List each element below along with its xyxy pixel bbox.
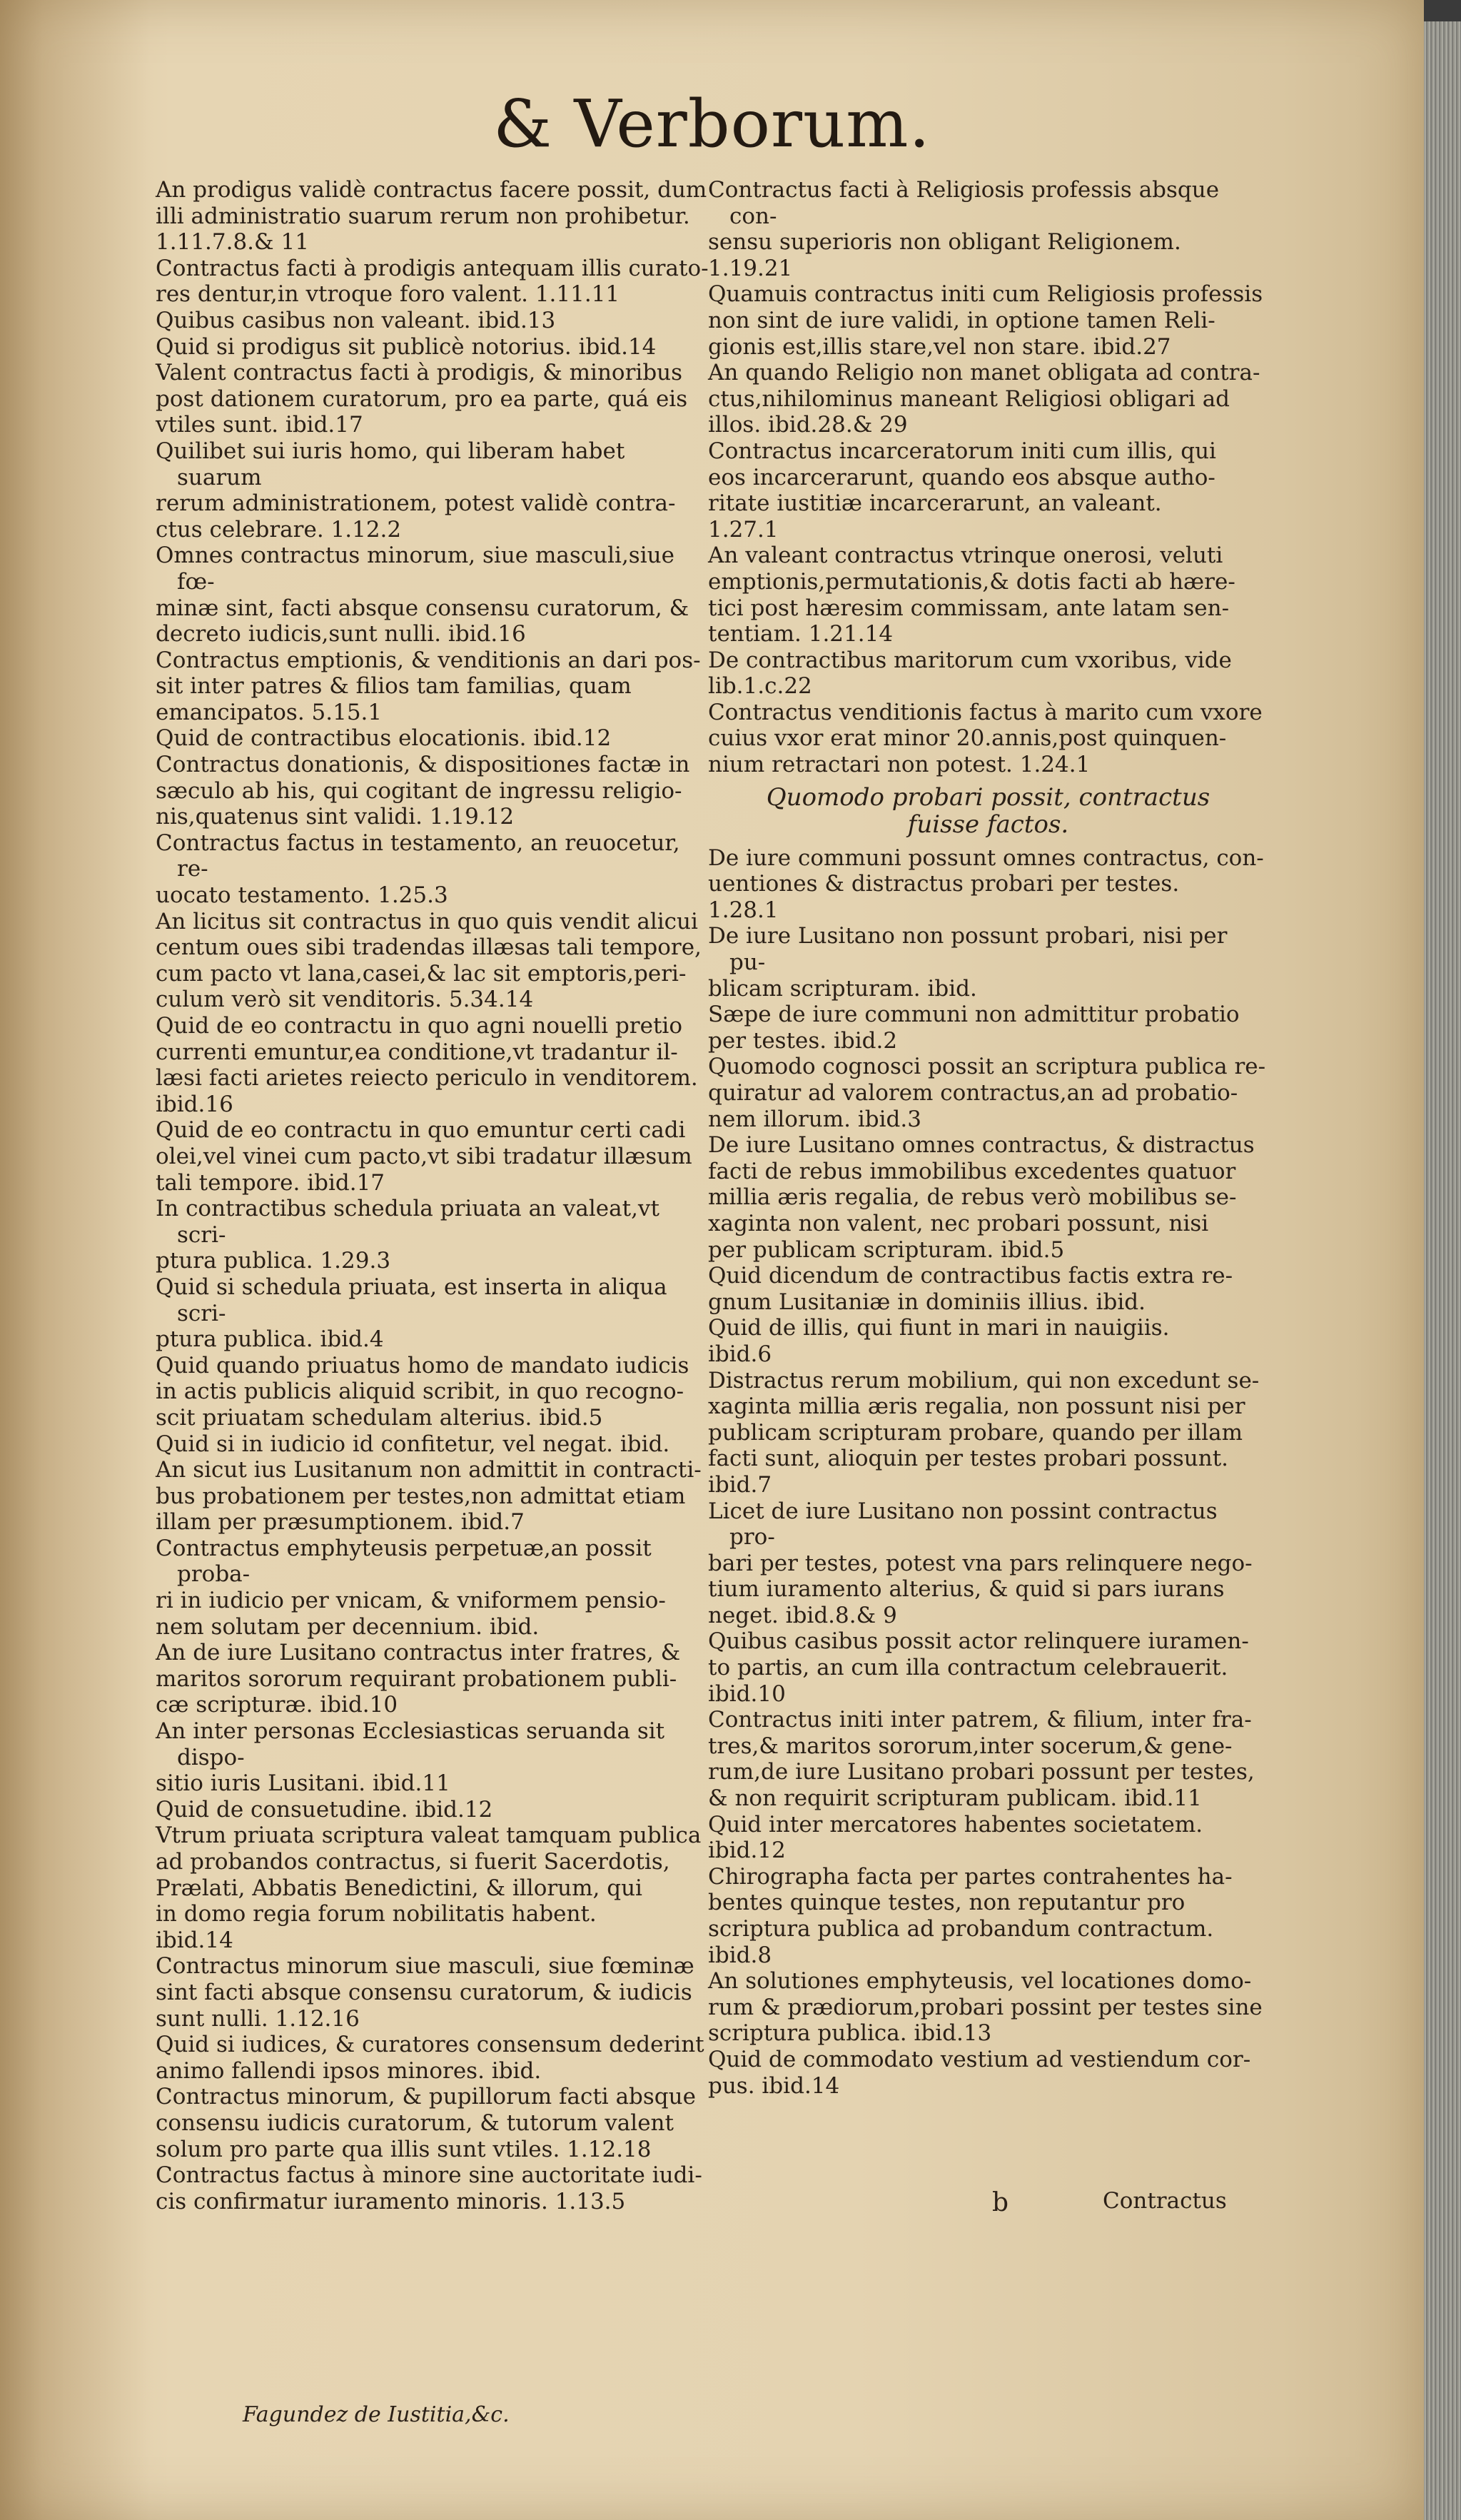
index-entry-line: nis,quatenus sint validi. 1.19.12 bbox=[156, 804, 515, 830]
index-entry-line: illos. ibid.28.& 29 bbox=[708, 412, 908, 438]
section-heading-line: Quomodo probari possit, contractus bbox=[766, 782, 1210, 812]
index-entry-line: non sint de iure validi, in optione tamen Reli- bbox=[708, 307, 1215, 333]
index-entry-line: ptura publica. ibid.4 bbox=[156, 1326, 384, 1353]
index-entry-line: uentiones & distractus probari per testes. bbox=[708, 871, 1180, 897]
index-entry-line: Licet de iure Lusitano non possint contractus pro- bbox=[708, 1498, 1218, 1551]
right-column-entries-a bbox=[708, 177, 1268, 778]
index-entry-line: xaginta non valent, nec probari possunt, nisi bbox=[708, 1210, 1209, 1236]
index-entry-line: 1.28.1 bbox=[708, 897, 779, 923]
index-entry-line: scit priuatam schedulam alterius. ibid.5 bbox=[156, 1404, 603, 1431]
index-entry-line: Quid si in iudicio id confitetur, vel negat. ibid. bbox=[156, 1431, 670, 1457]
index-entry-line: res dentur,in vtroque foro valent. 1.11.11 bbox=[156, 281, 620, 308]
index-entry-line: 1.27.1 bbox=[708, 516, 779, 543]
index-entry-line: quiratur ad valorem contractus,an ad probatio- bbox=[708, 1080, 1238, 1106]
index-entry-line: Quomodo cognosci possit an scriptura publica re- bbox=[708, 1054, 1266, 1080]
index-entry-line: Quid quando priuatus homo de mandato iudicis bbox=[156, 1352, 689, 1379]
index-entry-line: bus probationem per testes,non admittat etiam bbox=[156, 1483, 686, 1509]
index-entry bbox=[708, 1054, 1268, 1132]
index-entry bbox=[708, 1263, 1268, 1315]
index-entry-line: bentes quinque testes, non reputantur pro bbox=[708, 1890, 1186, 1916]
index-entry-line: De contractibus maritorum cum vxoribus, vide bbox=[708, 647, 1232, 673]
index-entry bbox=[156, 1117, 712, 1196]
index-entry-line: ctus,nihilominus maneant Religiosi obligari ad bbox=[708, 385, 1230, 412]
index-entry-line: post dationem curatorum, pro ea parte, quá eis bbox=[156, 385, 688, 412]
index-entry-line: animo fallendi ipsos minores. ibid. bbox=[156, 2057, 542, 2084]
index-entry-line: sunt nulli. 1.12.16 bbox=[156, 2005, 360, 2032]
index-entry bbox=[156, 2084, 712, 2162]
index-entry bbox=[156, 647, 712, 726]
index-entry-line: ibid.12 bbox=[708, 1838, 786, 1864]
index-entry bbox=[156, 308, 712, 334]
index-entry-line: Quid si iudices, & curatores consensum dederint bbox=[156, 2032, 704, 2058]
index-entry-line: Contractus emptionis, & venditionis an dari pos- bbox=[156, 647, 701, 673]
index-entry-line: nium retractari non potest. 1.24.1 bbox=[708, 752, 1091, 778]
index-entry-line: illi administratio suarum rerum non prohibetur. bbox=[156, 203, 690, 229]
index-entry-line: sensu superioris non obligant Religionem. bbox=[708, 229, 1181, 256]
index-entry-line: rum,de iure Lusitano probari possunt per testes, bbox=[708, 1759, 1255, 1785]
signature-mark: b bbox=[992, 2188, 1009, 2217]
section-heading bbox=[708, 784, 1268, 838]
index-entry bbox=[708, 177, 1268, 281]
index-entry bbox=[708, 360, 1268, 438]
index-entry-line: ri in iudicio per vnicam, & vniformem pensio- bbox=[156, 1588, 666, 1614]
index-entry bbox=[708, 1812, 1268, 1864]
index-entry-line: cis confirmatur iuramento minoris. 1.13.5 bbox=[156, 2188, 626, 2214]
index-entry bbox=[156, 1431, 712, 1458]
index-entry-line: centum oues sibi tradendas illæsas tali tempore, bbox=[156, 934, 702, 961]
index-entry-line: Quid de eo contractu in quo emuntur certi cadi bbox=[156, 1117, 686, 1144]
index-entry bbox=[156, 1536, 712, 1640]
index-entry-line: xaginta millia æris regalia, non possunt nisi per bbox=[708, 1393, 1245, 1420]
index-entry-line: Prælati, Abbatis Benedictini, & illorum, qui bbox=[156, 1875, 642, 1901]
index-entry-line: in actis publicis aliquid scribit, in quo recogno- bbox=[156, 1379, 684, 1405]
index-entry bbox=[156, 1953, 712, 2032]
index-entry bbox=[156, 1640, 712, 1718]
index-entry-line: Quid si prodigus sit publicè notorius. ibid.14 bbox=[156, 333, 657, 360]
index-entry-line: per publicam scripturam. ibid.5 bbox=[708, 1236, 1065, 1263]
index-entry-line: gionis est,illis stare,vel non stare. ibid.27 bbox=[708, 333, 1171, 360]
index-entry-line: 1.19.21 bbox=[708, 255, 793, 281]
index-entry-line: Contractus venditionis factus à marito cum vxore bbox=[708, 699, 1263, 725]
index-entry bbox=[708, 1132, 1268, 1263]
index-entry-line: tres,& maritos sororum,inter socerum,& gene- bbox=[708, 1733, 1233, 1759]
index-entry-line: Distractus rerum mobilium, qui non excedunt se- bbox=[708, 1367, 1260, 1393]
index-entry-line: Contractus factus à minore sine auctoritate iudi- bbox=[156, 2162, 702, 2189]
index-entry bbox=[708, 1864, 1268, 1968]
index-entry bbox=[156, 752, 712, 830]
index-entry-line: neget. ibid.8.& 9 bbox=[708, 1602, 897, 1628]
index-entry bbox=[156, 830, 712, 909]
index-entry-line: publicam scripturam probare, quando per illam bbox=[708, 1419, 1243, 1446]
index-entry bbox=[156, 725, 712, 752]
index-entry bbox=[156, 1718, 712, 1797]
index-entry-line: cum pacto vt lana,casei,& lac sit emptoris,peri- bbox=[156, 960, 687, 987]
index-entry-line: currenti emuntur,ea conditione,vt tradantur il- bbox=[156, 1039, 678, 1065]
index-entry-line: Quid de consuetudine. ibid.12 bbox=[156, 1796, 493, 1823]
index-entry bbox=[156, 1823, 712, 1953]
index-entry-line: in domo regia forum nobilitatis habent. bbox=[156, 1901, 597, 1927]
index-entry-line: ad probandos contractus, si fuerit Sacerdotis, bbox=[156, 1849, 670, 1875]
index-entry-line: Quid de illis, qui fiunt in mari in nauigiis. bbox=[708, 1315, 1170, 1341]
index-entry bbox=[708, 543, 1268, 647]
index-entry-line: læsi facti arietes reiecto periculo in venditorem. bbox=[156, 1065, 698, 1092]
index-entry-line: ibid.6 bbox=[708, 1341, 772, 1367]
index-entry-line: nem illorum. ibid.3 bbox=[708, 1106, 921, 1132]
index-entry-line: ctus celebrare. 1.12.2 bbox=[156, 516, 402, 543]
index-entry-line: An quando Religio non manet obligata ad contra- bbox=[708, 360, 1260, 386]
index-entry-line: Quibus casibus non valeant. ibid.13 bbox=[156, 307, 556, 333]
index-entry-line: Quid de commodato vestium ad vestiendum cor- bbox=[708, 2046, 1251, 2072]
index-entry bbox=[708, 700, 1268, 778]
index-entry-line: Chirographa facta per partes contrahentes ha- bbox=[708, 1863, 1233, 1890]
index-entry bbox=[708, 1968, 1268, 2047]
index-entry bbox=[156, 543, 712, 647]
index-entry-line: ibid.14 bbox=[156, 1927, 233, 1953]
index-entry-line: maritos sororum requirant probationem publi- bbox=[156, 1665, 677, 1692]
index-entry bbox=[156, 360, 712, 438]
index-entry-line: solum pro parte qua illis sunt vtiles. 1.12.18 bbox=[156, 2136, 652, 2162]
index-entry bbox=[156, 909, 712, 1013]
index-entry-line: An sicut ius Lusitanum non admittit in contracti- bbox=[156, 1457, 702, 1483]
index-entry-line: De iure Lusitano non possunt probari, nisi per pu- bbox=[708, 923, 1228, 976]
index-entry-line: Contractus minorum siue masculi, siue fœminæ bbox=[156, 1953, 694, 1980]
index-entry bbox=[156, 1013, 712, 1117]
index-entry-line: culum verò sit venditoris. 5.34.14 bbox=[156, 987, 534, 1013]
index-entry-line: & non requirit scripturam publicam. ibid.11 bbox=[708, 1785, 1202, 1812]
index-entry bbox=[708, 1315, 1268, 1367]
index-entry-line: facti de rebus immobilibus excedentes quatuor bbox=[708, 1158, 1236, 1184]
index-entry-line: Sæpe de iure communi non admittitur probatio bbox=[708, 1002, 1240, 1028]
index-entry-line: bari per testes, potest vna pars relinquere nego- bbox=[708, 1550, 1253, 1576]
index-entry-line: illam per præsumptionem. ibid.7 bbox=[156, 1509, 525, 1536]
index-entry-line: decreto iudicis,sunt nulli. ibid.16 bbox=[156, 621, 526, 647]
index-entry bbox=[708, 1498, 1268, 1629]
index-entry-line: minæ sint, facti absque consensu curatorum, & bbox=[156, 595, 689, 621]
section-heading-line: fuisse factos. bbox=[907, 810, 1069, 839]
index-entry-line: lib.1.c.22 bbox=[708, 673, 812, 700]
index-entry bbox=[156, 2162, 712, 2214]
index-entry bbox=[156, 256, 712, 308]
index-entry-line: Contractus initi inter patrem, & filium, inter fra- bbox=[708, 1707, 1252, 1733]
right-column bbox=[708, 177, 1268, 2099]
index-entry-line: An de iure Lusitano contractus inter fratres, & bbox=[156, 1640, 681, 1666]
index-entry-line: scriptura publica ad probandum contractum. bbox=[708, 1916, 1214, 1942]
index-entry-line: tium iuramento alterius, & quid si pars iurans bbox=[708, 1576, 1225, 1603]
index-entry bbox=[156, 177, 712, 256]
index-entry bbox=[708, 438, 1268, 543]
index-entry bbox=[708, 923, 1268, 1002]
index-entry bbox=[156, 1457, 712, 1536]
index-entry bbox=[708, 1628, 1268, 1707]
index-entry-line: Quid de eo contractu in quo agni nouelli pretio bbox=[156, 1013, 682, 1039]
index-entry bbox=[708, 281, 1268, 360]
index-entry-line: sitio iuris Lusitani. ibid.11 bbox=[156, 1770, 450, 1797]
index-entry-line: An valeant contractus vtrinque onerosi, veluti bbox=[708, 543, 1223, 569]
index-entry-line: ibid.8 bbox=[708, 1942, 772, 1968]
index-entry-line: sæculo ab his, qui cogitant de ingressu religio- bbox=[156, 777, 682, 804]
index-entry-line: scriptura publica. ibid.13 bbox=[708, 2020, 992, 2047]
index-entry bbox=[156, 1196, 712, 1274]
index-entry bbox=[156, 1353, 712, 1431]
index-entry-line: Quid dicendum de contractibus factis extra re- bbox=[708, 1263, 1233, 1289]
index-entry-line: tici post hæresim commissam, ante latam sen- bbox=[708, 595, 1230, 621]
index-entry bbox=[156, 438, 712, 543]
index-entry-line: ibid.10 bbox=[708, 1680, 786, 1707]
binding-shadow bbox=[0, 0, 150, 2520]
index-entry-line: De iure communi possunt omnes contractus, con- bbox=[708, 845, 1264, 871]
index-entry-line: per testes. ibid.2 bbox=[708, 1027, 898, 1054]
index-entry-line: vtiles sunt. ibid.17 bbox=[156, 412, 363, 438]
index-entry-line: 1.11.7.8.& 11 bbox=[156, 229, 309, 256]
index-entry-line: Contractus facti à prodigis antequam illis curato- bbox=[156, 255, 709, 281]
index-entry-line: eos incarcerarunt, quando eos absque autho- bbox=[708, 464, 1215, 490]
index-entry-line: rerum administrationem, potest validè contra- bbox=[156, 490, 676, 517]
index-entry-line: Contractus minorum, & pupillorum facti absque bbox=[156, 2084, 696, 2110]
index-entry-line: rum & prædiorum,probari possint per testes sine bbox=[708, 1994, 1263, 2020]
index-entry-line: Quamuis contractus initi cum Religiosis professis bbox=[708, 281, 1263, 308]
index-entry-line: tali tempore. ibid.17 bbox=[156, 1169, 385, 1196]
footer-title: Fagundez de Iustitia,&c. bbox=[243, 2402, 510, 2427]
index-entry-line: De iure Lusitano omnes contractus, & distractus bbox=[708, 1132, 1255, 1159]
index-entry-line: Vtrum priuata scriptura valeat tamquam publica bbox=[156, 1823, 702, 1849]
index-entry-line: consensu iudicis curatorum, & tutorum valent bbox=[156, 2110, 674, 2136]
index-entry-line: Omnes contractus minorum, siue masculi,siue fœ- bbox=[156, 543, 674, 595]
index-entry-line: emptionis,permutationis,& dotis facti ab hære- bbox=[708, 568, 1235, 595]
index-entry-line: ritate iustitiæ incarcerarunt, an valeant. bbox=[708, 490, 1162, 517]
index-entry-line: millia æris regalia, de rebus verò mobilibus se- bbox=[708, 1184, 1237, 1211]
index-entry-line: An inter personas Ecclesiasticas seruanda sit dispo- bbox=[156, 1718, 665, 1770]
index-entry-line: nem solutam per decennium. ibid. bbox=[156, 1613, 540, 1640]
index-entry-line: ptura publica. 1.29.3 bbox=[156, 1248, 391, 1274]
index-entry-line: Quibus casibus possit actor relinquere iuramen- bbox=[708, 1628, 1249, 1655]
index-entry-line: cæ scripturæ. ibid.10 bbox=[156, 1692, 398, 1718]
index-entry bbox=[708, 1002, 1268, 1054]
index-entry-line: Contractus factus in testamento, an reuocetur, re- bbox=[156, 830, 680, 882]
index-entry-line: pus. ibid.14 bbox=[708, 2072, 840, 2099]
index-entry bbox=[156, 334, 712, 361]
index-entry-line: Quid inter mercatores habentes societatem. bbox=[708, 1811, 1203, 1838]
index-entry-line: ibid.16 bbox=[156, 1091, 233, 1117]
index-entry-line: blicam scripturam. ibid. bbox=[708, 975, 977, 1002]
index-entry-line: An prodigus validè contractus facere possit, dum bbox=[156, 177, 707, 203]
index-entry-line: olei,vel vinei cum pacto,vt sibi tradatur illæsum bbox=[156, 1143, 692, 1169]
index-entry-line: ibid.7 bbox=[708, 1471, 772, 1498]
right-column-entries-b bbox=[708, 845, 1268, 2100]
index-entry-line: In contractibus schedula priuata an valeat,vt scri- bbox=[156, 1196, 659, 1248]
index-entry-line: Contractus emphyteusis perpetuæ,an possit proba- bbox=[156, 1535, 652, 1588]
left-column bbox=[156, 177, 712, 2214]
catchword: Contractus bbox=[1103, 2188, 1227, 2214]
index-entry-line: Quilibet sui iuris homo, qui liberam habet suarum bbox=[156, 438, 625, 490]
index-entry-line: to partis, an cum illa contractum celebrauerit. bbox=[708, 1655, 1228, 1681]
index-entry bbox=[156, 1274, 712, 1353]
index-entry-line: cuius vxor erat minor 20.annis,post quinquen- bbox=[708, 725, 1227, 752]
index-entry-line: An solutiones emphyteusis, vel locationes domo- bbox=[708, 1968, 1252, 1995]
index-entry-line: tentiam. 1.21.14 bbox=[708, 621, 894, 647]
index-entry bbox=[708, 1368, 1268, 1498]
page-edges bbox=[1424, 21, 1461, 2520]
index-entry-line: Quid de contractibus elocationis. ibid.12 bbox=[156, 725, 612, 752]
index-entry-line: gnum Lusitaniæ in dominiis illius. ibid. bbox=[708, 1289, 1146, 1315]
index-entry-line: facti sunt, alioquin per testes probari possunt. bbox=[708, 1446, 1229, 1472]
index-entry-line: uocato testamento. 1.25.3 bbox=[156, 882, 448, 909]
index-entry-line: Valent contractus facti à prodigis, & minoribus bbox=[156, 360, 683, 386]
index-entry-line: sint facti absque consensu curatorum, & iudicis bbox=[156, 1979, 692, 2005]
index-entry bbox=[156, 2032, 712, 2084]
index-entry-line: An licitus sit contractus in quo quis vendit alicui bbox=[156, 908, 698, 934]
index-entry-line: emancipatos. 5.15.1 bbox=[156, 699, 383, 725]
index-entry-line: Contractus incarceratorum initi cum illis, qui bbox=[708, 438, 1216, 464]
index-entry bbox=[708, 2047, 1268, 2099]
index-entry-line: Quid si schedula priuata, est inserta in aliqua scri- bbox=[156, 1274, 667, 1326]
index-entry-line: Contractus facti à Religiosis professis absque con- bbox=[708, 177, 1220, 229]
index-entry bbox=[708, 1707, 1268, 1811]
index-entry-line: Contractus donationis, & dispositiones factæ in bbox=[156, 752, 690, 778]
index-entry bbox=[708, 845, 1268, 924]
index-entry-line: sit inter patres & filios tam familias, quam bbox=[156, 673, 632, 700]
page-header: & Verborum. bbox=[493, 86, 931, 162]
index-entry bbox=[156, 1797, 712, 1823]
index-entry bbox=[708, 647, 1268, 700]
